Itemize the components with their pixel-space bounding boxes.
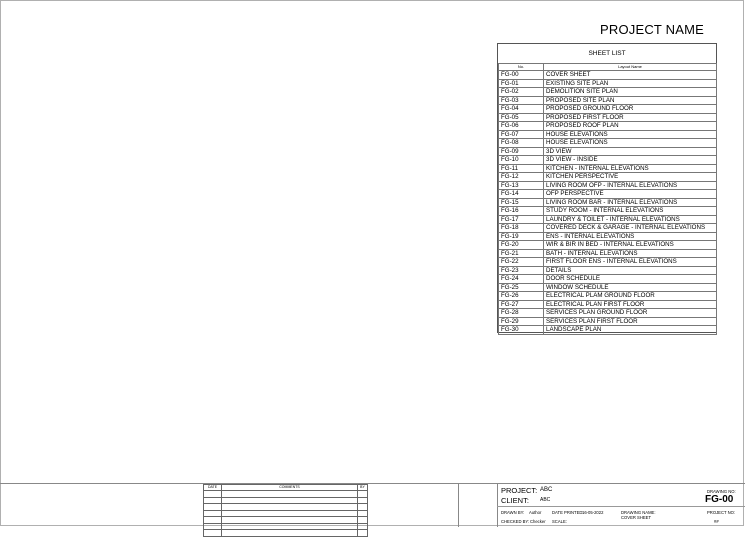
title-block xyxy=(497,484,745,527)
sheet-list-row xyxy=(499,241,717,250)
sheet-number: FG-24 xyxy=(499,275,544,284)
project-name-heading: PROJECT NAME xyxy=(600,22,705,37)
sheet-number: FG-04 xyxy=(499,105,544,114)
title-block-divider xyxy=(458,484,459,527)
sheet-list-row xyxy=(499,207,717,216)
sheet-layout-name: COVER SHEET xyxy=(544,71,717,80)
sheet-list-row xyxy=(499,292,717,301)
sheet-layout-name: DEMOLITION SITE PLAN xyxy=(544,88,717,97)
sheet-layout-name: COVERED DECK & GARAGE - INTERNAL ELEVATIONS xyxy=(544,224,717,233)
sheet-number: FG-19 xyxy=(499,232,544,241)
sheet-list-row xyxy=(499,266,717,275)
sheet-number: FG-18 xyxy=(499,224,544,233)
sheet-layout-name: PROPOSED SITE PLAN xyxy=(544,96,717,105)
sheet-number: FG-27 xyxy=(499,300,544,309)
client-value: ABC xyxy=(540,497,551,503)
sheet-number: FG-30 xyxy=(499,326,544,335)
drawn-by-value: Author xyxy=(529,510,542,515)
sheet-number: FG-02 xyxy=(499,88,544,97)
sheet-layout-name: DOOR SCHEDULE xyxy=(544,275,717,284)
sheet-list-row xyxy=(499,139,717,148)
sheet-list-row xyxy=(499,198,717,207)
sheet-layout-name: PROPOSED FIRST FLOOR xyxy=(544,113,717,122)
project-no-value: ## xyxy=(714,519,719,524)
drawing-no-value: FG-00 xyxy=(705,494,734,505)
sheet-layout-name: LIVING ROOM BAR - INTERNAL ELEVATIONS xyxy=(544,198,717,207)
sheet-list-row xyxy=(499,96,717,105)
sheet-number: FG-20 xyxy=(499,241,544,250)
sheet-layout-name: STUDY ROOM - INTERNAL ELEVATIONS xyxy=(544,207,717,216)
sheet-number: FG-21 xyxy=(499,249,544,258)
sheet-number: FG-28 xyxy=(499,309,544,318)
sheet-number: FG-13 xyxy=(499,181,544,190)
revision-cell xyxy=(222,530,358,537)
sheet-number: FG-07 xyxy=(499,130,544,139)
project-label: PROJECT: xyxy=(501,486,538,495)
sheet-layout-name: WIR & BIR IN BED - INTERNAL ELEVATIONS xyxy=(544,241,717,250)
sheet-layout-name: 3D VIEW - INSIDE xyxy=(544,156,717,165)
sheet-number: FG-29 xyxy=(499,317,544,326)
sheet-list-row xyxy=(499,317,717,326)
sheet-number: FG-14 xyxy=(499,190,544,199)
sheet-number: FG-09 xyxy=(499,147,544,156)
sheet-layout-name: KITCHEN - INTERNAL ELEVATIONS xyxy=(544,164,717,173)
sheet-layout-name: DETAILS xyxy=(544,266,717,275)
revision-table xyxy=(203,484,368,537)
sheet-list-row xyxy=(499,164,717,173)
revision-cell xyxy=(204,530,222,537)
drawing-name-label: DRAWING NAME: xyxy=(621,510,656,515)
sheet-list-title: SHEET LIST xyxy=(588,50,626,57)
sheet-list-row xyxy=(499,130,717,139)
date-printed-value: 16-05-2022 xyxy=(582,510,604,515)
date-printed-label: DATE PRINTED: xyxy=(552,510,584,515)
sheet-number: FG-26 xyxy=(499,292,544,301)
sheet-list-row xyxy=(499,113,717,122)
sheet-layout-name: LIVING ROOM OFP - INTERNAL ELEVATIONS xyxy=(544,181,717,190)
revision-col-by: BY xyxy=(358,485,368,491)
sheet-layout-name: HOUSE ELEVATIONS xyxy=(544,130,717,139)
title-block-divider-line xyxy=(497,506,745,507)
sheet-layout-name: LAUNDRY & TOILET - INTERNAL ELEVATIONS xyxy=(544,215,717,224)
sheet-list-row xyxy=(499,147,717,156)
column-header-layout-name: Layout Name xyxy=(544,64,717,71)
sheet-layout-name: BATH - INTERNAL ELEVATIONS xyxy=(544,249,717,258)
revision-col-date: DATE xyxy=(204,485,222,491)
sheet-list-header-row xyxy=(499,64,717,71)
drawn-by-label: DRAWN BY: xyxy=(501,510,525,515)
project-value: ABC xyxy=(540,487,553,493)
sheet-list-row xyxy=(499,275,717,284)
sheet-number: FG-01 xyxy=(499,79,544,88)
client-label: CLIENT: xyxy=(501,496,529,505)
sheet-list-row xyxy=(499,181,717,190)
sheet-layout-name: PROPOSED ROOF PLAN xyxy=(544,122,717,131)
sheet-number: FG-06 xyxy=(499,122,544,131)
checked-by-label: CHECKED BY: xyxy=(501,519,530,524)
sheet-layout-name: SERVICES PLAN FIRST FLOOR xyxy=(544,317,717,326)
sheet-number: FG-08 xyxy=(499,139,544,148)
sheet-number: FG-12 xyxy=(499,173,544,182)
revision-cell xyxy=(358,530,368,537)
sheet-list-row xyxy=(499,224,717,233)
sheet-list-row xyxy=(499,190,717,199)
checked-by-value: Checker xyxy=(530,519,546,524)
sheet-layout-name: HOUSE ELEVATIONS xyxy=(544,139,717,148)
sheet-layout-name: SERVICES PLAN GROUND FLOOR xyxy=(544,309,717,318)
sheet-layout-name: PROPOSED GROUND FLOOR xyxy=(544,105,717,114)
sheet-layout-name: ENS - INTERNAL ELEVATIONS xyxy=(544,232,717,241)
revision-col-comments: COMMENTS xyxy=(222,485,358,491)
sheet-number: FG-05 xyxy=(499,113,544,122)
sheet-list-row xyxy=(499,300,717,309)
sheet-layout-name: KITCHEN PERSPECTIVE xyxy=(544,173,717,182)
sheet-list-row xyxy=(499,326,717,335)
drawing-no-label: DRAWING NO: xyxy=(707,489,736,494)
sheet-list-row xyxy=(499,258,717,267)
sheet-number: FG-16 xyxy=(499,207,544,216)
sheet-number: FG-00 xyxy=(499,71,544,80)
sheet-number: FG-10 xyxy=(499,156,544,165)
sheet-list-row xyxy=(499,71,717,80)
column-header-no: No. xyxy=(499,64,544,71)
sheet-list-row xyxy=(499,173,717,182)
scale-label: SCALE: xyxy=(552,519,567,524)
sheet-number: FG-11 xyxy=(499,164,544,173)
sheet-list-row xyxy=(499,215,717,224)
sheet-list-row xyxy=(499,309,717,318)
sheet-layout-name: EXISTING SITE PLAN xyxy=(544,79,717,88)
sheet-list-row xyxy=(499,232,717,241)
sheet-layout-name: WINDOW SCHEDULE xyxy=(544,283,717,292)
sheet-layout-name: ELECTRICAL PLAN FIRST FLOOR xyxy=(544,300,717,309)
sheet-number: FG-25 xyxy=(499,283,544,292)
sheet-list-panel xyxy=(497,43,717,333)
sheet-layout-name: LANDSCAPE PLAN xyxy=(544,326,717,335)
sheet-number: FG-17 xyxy=(499,215,544,224)
sheet-list-row xyxy=(499,249,717,258)
revision-row xyxy=(204,530,368,537)
sheet-list-row xyxy=(499,283,717,292)
sheet-layout-name: 3D VIEW xyxy=(544,147,717,156)
sheet-number: FG-22 xyxy=(499,258,544,267)
sheet-list-row xyxy=(499,156,717,165)
drawing-name-value: COVER SHEET xyxy=(621,515,652,520)
sheet-list-row xyxy=(499,105,717,114)
sheet-number: FG-15 xyxy=(499,198,544,207)
sheet-list-table xyxy=(498,63,717,335)
sheet-number: FG-03 xyxy=(499,96,544,105)
sheet-layout-name: ELECTRICAL PLAM GROUND FLOOR xyxy=(544,292,717,301)
sheet-list-row xyxy=(499,122,717,131)
sheet-layout-name: OFP PERSPECTIVE xyxy=(544,190,717,199)
sheet-layout-name: FIRST FLOOR ENS - INTERNAL ELEVATIONS xyxy=(544,258,717,267)
sheet-number: FG-23 xyxy=(499,266,544,275)
sheet-list-row xyxy=(499,88,717,97)
sheet-list-row xyxy=(499,79,717,88)
project-no-label: PROJECT NO: xyxy=(707,510,736,515)
